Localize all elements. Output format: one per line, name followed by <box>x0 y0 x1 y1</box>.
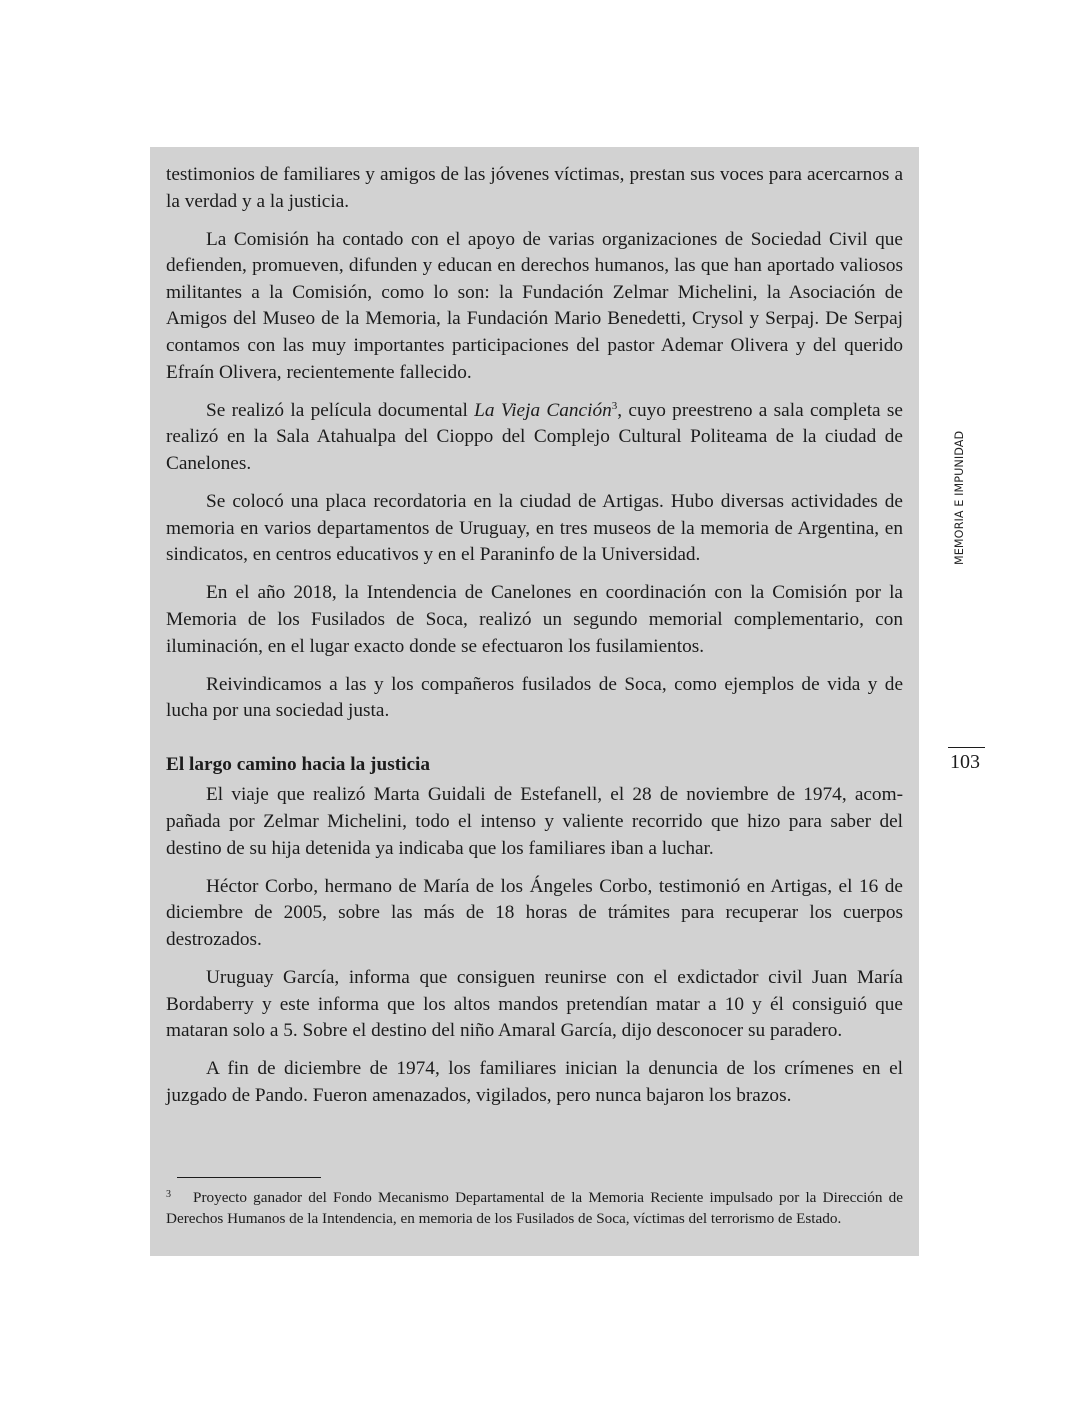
footnote-divider <box>177 1177 321 1178</box>
paragraph-3 <box>166 398 903 478</box>
paragraph-1: testimonios de familiares y amigos de las jóvenes víctimas, prestan sus voces para acercarnos a la verdad y a la justicia. <box>166 164 903 212</box>
footnote-mark: 3 <box>166 1189 171 1200</box>
page-number-rule <box>948 747 985 748</box>
paragraph-2: La Comisión ha contado con el apoyo de varias organizaciones de Sociedad Civil que defienden, promueven, difunden y educan en derechos humanos, las que han aportado valiosos militantes a la Comisión, como lo son: la Fundación Zelmar Michelini, la Asociación de Amigos del Museo de la Memoria, la Fundación Mario Benedetti, Crysol y Serpaj. De Serpaj contamos con las muy importantes participaciones del pastor Ademar Olivera y del querido Efraín Olivera, recientemente fallecido. <box>166 228 903 383</box>
paragraph-10: A fin de diciembre de 1974, los familiares inician la denuncia de los crímenes en el juzgado de Pando. Fueron amenazados, vigilados, pero nunca bajaron los brazos. <box>166 1058 903 1106</box>
section-heading: El largo camino hacia la justicia <box>166 753 431 775</box>
page-number: 103 <box>950 751 980 773</box>
footnote-reference: 3 <box>611 399 618 412</box>
paragraph-9: Uruguay García, informa que consiguen reunirse con el exdictador civil Juan María Bordaberry y este informa que los altos mandos pretendían matar a 10 y él consiguió que mataran solo a 5. Sobre el destino del niño Amaral García, dijo desconocer su paradero. <box>166 966 903 1042</box>
paragraph-3-after: , cuyo preestreno a sala completa se realizó en la Sala Atahualpa del Cioppo del Complejo Cultural Politeama de la ciudad de Canelones. <box>166 399 903 474</box>
footnote <box>166 1184 903 1230</box>
paragraph-7: El viaje que realizó Marta Guidali de Estefanell, el 28 de noviembre de 1974, acompañada por Zelmar Michelini, todo el intenso y valiente recorrido que hizo para saber del destino de su hija detenida ya indicaba que los familiares iban a luchar. <box>166 784 903 859</box>
footnote-text: Proyecto ganador del Fondo Mecanismo Departamental de la Memoria Reciente impulsado por la Dirección de Derechos Humanos de la Intendencia, en memoria de los Fusilados de Soca, víctimas del terrorismo de Estado. <box>166 1189 903 1228</box>
running-title: MEMORIA E IMPUNIDAD <box>953 430 966 565</box>
paragraph-5: En el año 2018, la Intendencia de Canelones en coordinación con la Comisión por la Memoria de los Fusilados de Soca, realizó un segundo memorial complementario, con iluminación, en el lugar exacto donde se efectuaron los fusilamientos. <box>166 582 903 657</box>
paragraph-8: Héctor Corbo, hermano de María de los Ángeles Corbo, testimonió en Artigas, el 16 de diciembre de 2005, sobre las más de 18 horas de trámites para recuperar los cuerpos destrozados. <box>166 875 903 950</box>
paragraph-6: Reivindicamos a las y los compañeros fusilados de Soca, como ejemplos de vida y de lucha por una sociedad justa. <box>166 673 903 722</box>
paragraph-4: Se colocó una placa recordatoria en la ciudad de Artigas. Hubo diversas actividades de memoria en varios departamentos de Uruguay, en tres museos de la memoria de Argentina, en sindicatos, en centros educativos y en el Paraninfo de la Universidad. <box>166 491 903 566</box>
main-text <box>166 162 903 1121</box>
paragraph-3-before: Se realizó la película documental <box>206 399 475 421</box>
film-title: La Vieja Canción <box>474 399 612 421</box>
